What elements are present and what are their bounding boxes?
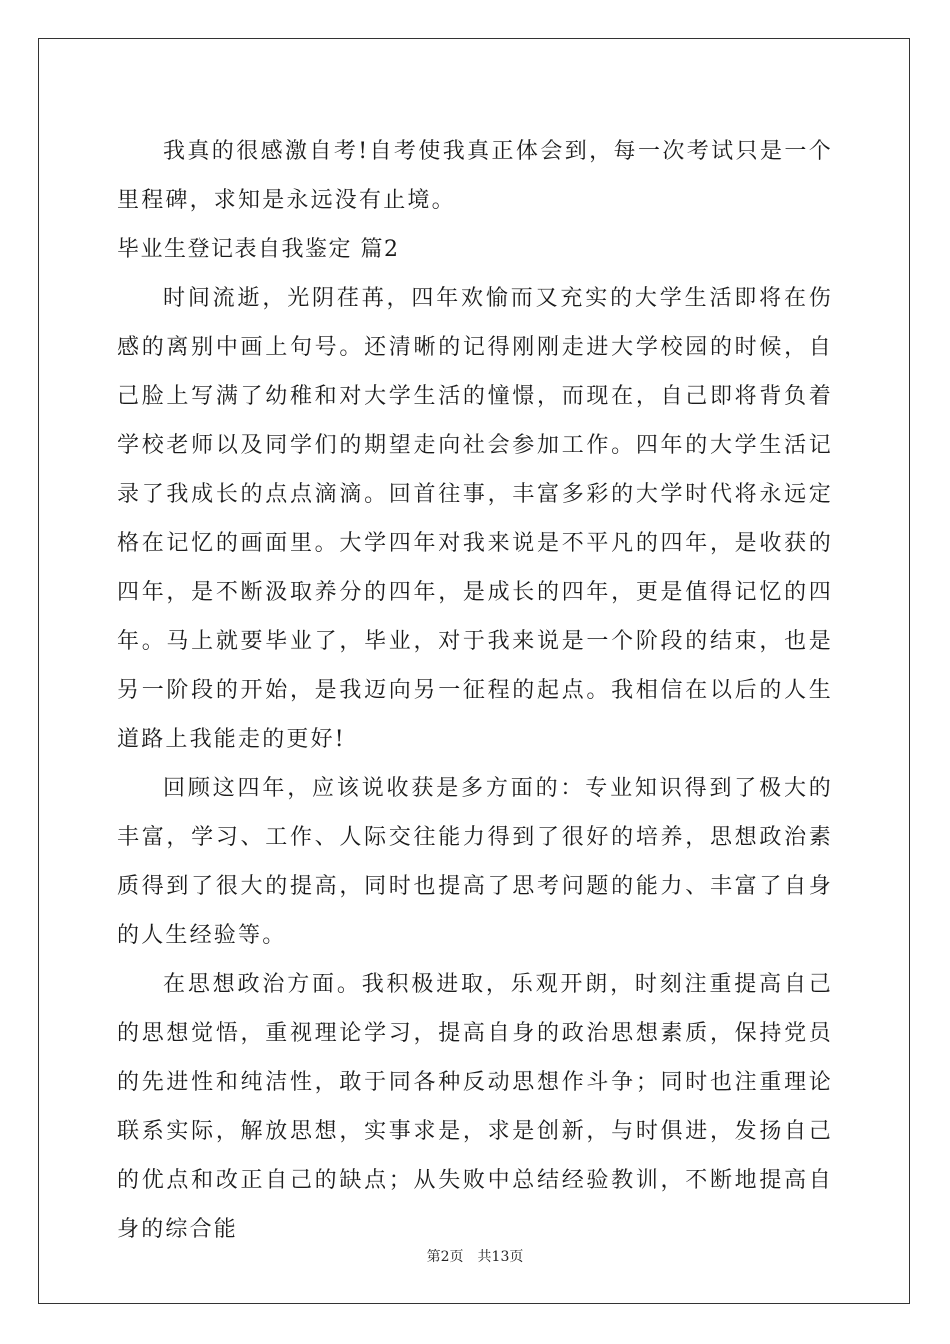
page-number: 第2页: [426, 1249, 464, 1265]
section-title: 毕业生登记表自我鉴定 篇2: [117, 237, 400, 262]
paragraph: 时间流逝，光阴荏苒，四年欢愉而又充实的大学生活即将在伤感的离别中画上句号。还清晰的记得刚刚走进大学校园的时候，自己脸上写满了幼稚和对大学生活的憧憬，而现在，自己即将背负着学校老师以及同学们的期望走向社会参加工作。四年的大学生活记录了我成长的点点滴滴。回首往事，丰富多彩的大学时代将永远定格在记忆的画面里。大学四年对我来说是不平凡的四年，是收获的四年，是不断汲取养分的四年，是成长的四年，更是值得记忆的四年。马上就要毕业了，毕业，对于我来说是一个阶段的结束，也是另一阶段的开始，是我迈向另一征程的起点。我相信在以后的人生道路上我能走的更好!: [117, 286, 833, 752]
page-total: 共13页: [477, 1249, 524, 1265]
paragraph: 我真的很感激自考!自考使我真正体会到，每一次考试只是一个里程碑，求知是永远没有止境。: [117, 139, 833, 213]
page-footer: [0, 1246, 950, 1266]
paragraph: 回顾这四年，应该说收获是多方面的：专业知识得到了极大的丰富，学习、工作、人际交往能力得到了很好的培养，思想政治素质得到了很大的提高，同时也提高了思考问题的能力、丰富了自身的人生经验等。: [117, 776, 833, 948]
paragraph: 在思想政治方面。我积极进取，乐观开朗，时刻注重提高自己的思想觉悟，重视理论学习，提高自身的政治思想素质，保持党员的先进性和纯洁性，敢于同各种反动思想作斗争；同时也注重理论联系实际，解放思想，实事求是，求是创新，与时俱进，发扬自己的优点和改正自己的缺点；从失败中总结经验教训，不断地提高自身的综合能: [117, 972, 833, 1242]
document-body: [117, 127, 833, 1254]
